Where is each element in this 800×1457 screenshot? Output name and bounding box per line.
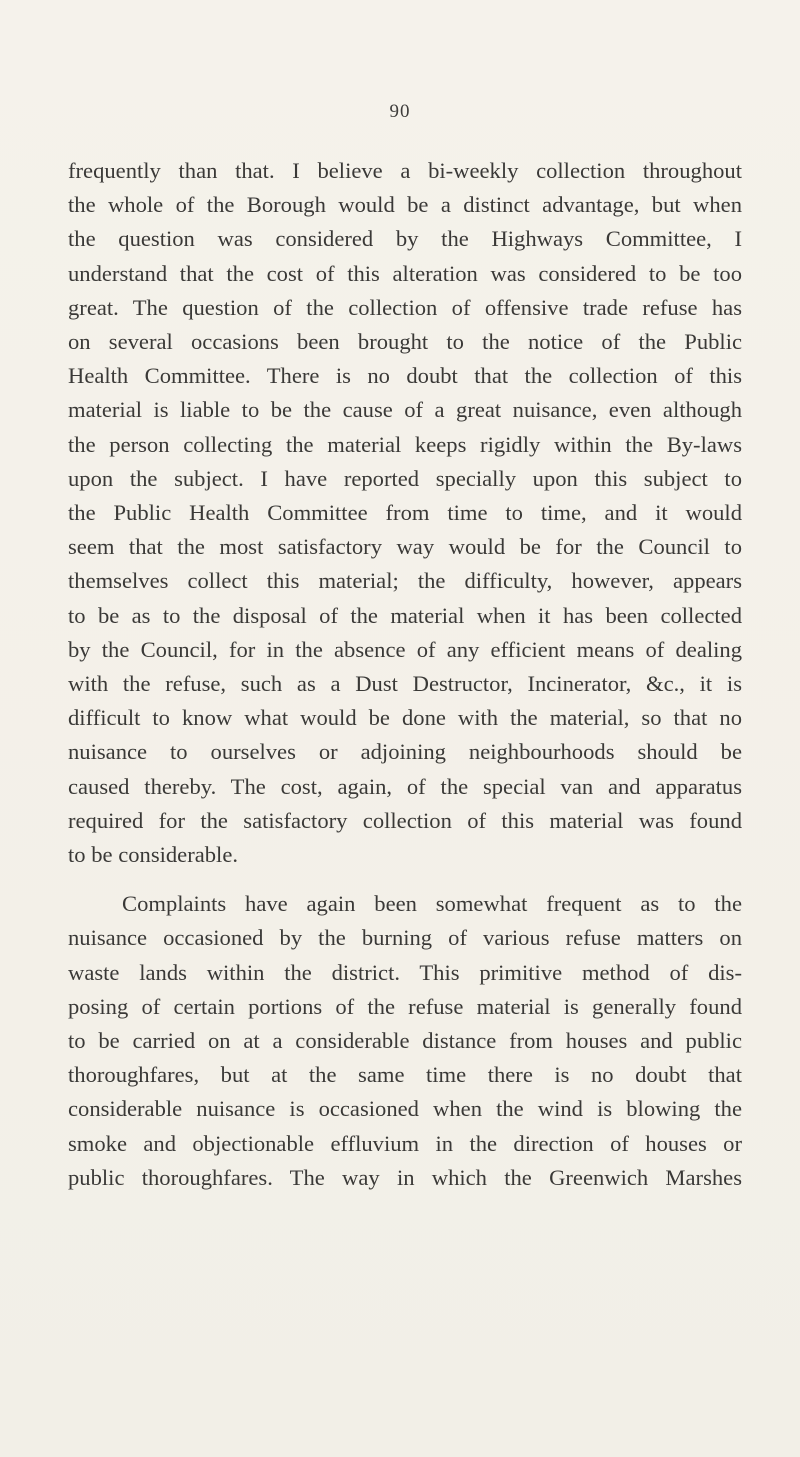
text-line: thoroughfares, but at the same time there is no doubt that (68, 1062, 742, 1088)
text-line: great. The question of the collection of offensive trade refuse has (68, 294, 742, 320)
text-line: with the refuse, such as a Dust Destructor, Incinerator, &c., it is (68, 671, 742, 697)
text-line: understand that the cost of this alteration was considered to be too (68, 260, 742, 286)
page-number: 90 (389, 101, 411, 122)
text-line: caused thereby. The cost, again, of the special van and apparatus (68, 773, 742, 799)
text-line: to be considerable. (68, 842, 239, 868)
text-line: to be as to the disposal of the material when it has been collected (68, 602, 742, 628)
text-line: the question was considered by the Highways Committee, I (68, 226, 742, 252)
text-line: considerable nuisance is occasioned when the wind is blowing the (68, 1096, 742, 1122)
text-line: waste lands within the district. This primitive method of dis- (68, 959, 742, 985)
text-line: material is liable to be the cause of a great nuisance, even although (68, 397, 742, 423)
text-line: public thoroughfares. The way in which the Greenwich Marshes (68, 1164, 742, 1190)
text-line: by the Council, for in the absence of any efficient means of dealing (68, 636, 742, 662)
text-line: the whole of the Borough would be a distinct advantage, but when (68, 192, 742, 218)
text-line: required for the satisfactory collection of this material was found (68, 807, 742, 833)
text-line: upon the subject. I have reported specially upon this subject to (68, 465, 742, 491)
text-line: on several occasions been brought to the notice of the Public (68, 329, 742, 355)
text-line: Complaints have again been somewhat frequent as to the (122, 891, 742, 917)
text-line: themselves collect this material; the difficulty, however, appears (68, 568, 742, 594)
text-line: frequently than that. I believe a bi-weekly collection throughout (68, 158, 742, 183)
paragraph-1 (68, 154, 742, 872)
text-line: the Public Health Committee from time to time, and it would (68, 500, 742, 526)
text-line: to be carried on at a considerable distance from houses and public (68, 1028, 742, 1054)
text-line: the person collecting the material keeps rigidly within the By-laws (68, 431, 742, 457)
text-line: difficult to know what would be done with the material, so that no (68, 705, 742, 731)
paragraph-2 (68, 887, 742, 1195)
text-line: seem that the most satisfactory way would be for the Council to (68, 534, 742, 560)
text-line: nuisance occasioned by the burning of various refuse matters on (68, 925, 742, 951)
body-text (68, 154, 742, 1195)
text-line: Health Committee. There is no doubt that the collection of this (68, 363, 742, 389)
text-line: posing of certain portions of the refuse material is generally found (68, 993, 742, 1019)
text-line: smoke and objectionable effluvium in the direction of houses or (68, 1130, 742, 1156)
text-line: nuisance to ourselves or adjoining neighbourhoods should be (68, 739, 742, 765)
